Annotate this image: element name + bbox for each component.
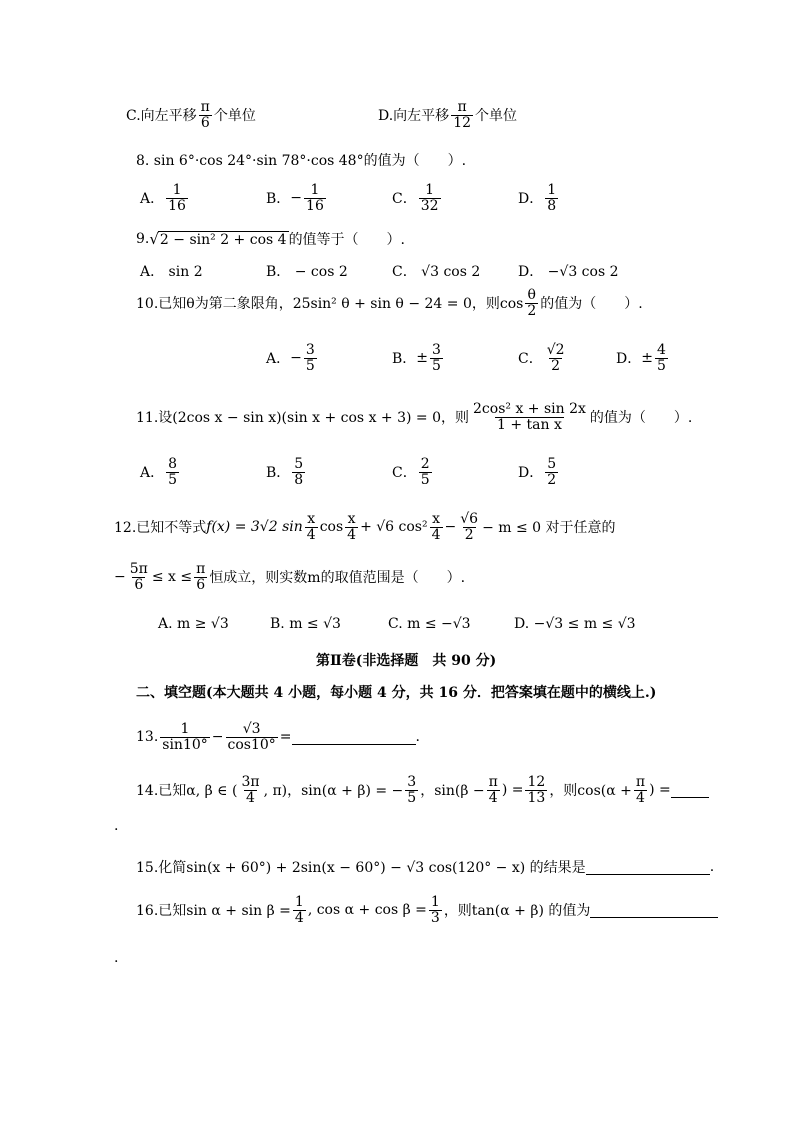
answer-blank[interactable] [590, 903, 718, 918]
fill-in-header: 二、填空题(本大题共 4 小题，每小题 4 分，共 16 分．把答案填在题中的横线上.) [136, 685, 657, 701]
q12-stem-line2: − $\frac{5\pi}{6}$ ≤ x ≤ $\frac{\pi}{6}$ 恒成立，则实数m的取值范围是（ ）. [114, 561, 466, 593]
section-title: 第Ⅱ卷(非选择题 共 90 分) [316, 653, 497, 669]
q10-option-a: A． − $\frac{3}{5}$ [266, 342, 315, 374]
q9-option-d: D． −√3 cos 2 [518, 264, 619, 280]
q14-trailing-dot: . [114, 818, 119, 834]
q11-option-c: C． $\frac{2}{5}$ [392, 456, 430, 488]
q9-option-b: B． − cos 2 [266, 264, 348, 280]
fraction: $\frac{\pi}{6}$ [200, 99, 210, 131]
answer-blank[interactable] [292, 730, 416, 745]
q7-option-c: C.向左平移 $\frac{\pi}{6}$ 个单位 [126, 99, 256, 131]
q9-option-c: C． √3 cos 2 [392, 264, 481, 280]
q8-option-c: C． $\frac{1}{32}$ [392, 182, 439, 214]
q8-stem: 8. sin 6°·cos 24°·sin 78°·cos 48°的值为（ ）. [136, 153, 467, 169]
q12-option-d: D. −√3 ≤ m ≤ √3 [514, 616, 636, 632]
q10-stem: 10.已知θ为第二象限角，25sin² θ + sin θ − 24 = 0，则cos $\frac{\theta}{2}$ 的值为（ ）. [136, 287, 643, 319]
q8-option-a: A． $\frac{1}{16}$ [140, 182, 186, 214]
q9-option-a: A． sin 2 [140, 264, 203, 280]
q7-option-d: D.向左平移 $\frac{\pi}{12}$ 个单位 [378, 99, 518, 131]
q12-option-a: A. m ≥ √3 [158, 616, 229, 632]
q16-trailing-dot: . [114, 950, 119, 966]
q9-stem: 9. √ 2 − sin² 2 + cos 4 的值等于（ ）. [136, 230, 406, 248]
q11-option-b: B． $\frac{5}{8}$ [266, 456, 304, 488]
q11-stem: 11.设(2cos x − sin x)(sin x + cos x + 3) = 0，则 $\frac{\text{2cos² x + sin 2x}}{\text{1 + tan x}}$ 的值为（ ）. [136, 401, 693, 433]
q16: 16.已知sin α + sin β = $\frac{1}{4}$ , cos α + cos β = $\frac{1}{3}$ ，则tan(α + β) 的值为 [136, 895, 718, 925]
q12-stem-line1: 12.已知不等式 f(x) = 3√2 sin $\frac{x}{4}$ cos $\frac{x}{4}$ + √6 cos² $\frac{x}{4}$ − $\frac{√6}{2}$ − m ≤ 0 对于任意的 [114, 511, 616, 543]
q15: 15.化简sin(x + 60°) + 2sin(x − 60°) − √3 cos(120° − x) 的结果是 . [136, 859, 715, 876]
q12-option-b: B. m ≤ √3 [270, 616, 341, 632]
q11-option-d: D． $\frac{5}{2}$ [518, 456, 557, 488]
q8-option-d: D． $\frac{1}{8}$ [518, 182, 557, 214]
q10-option-c: C． $\frac{√2}{2}$ [518, 342, 565, 374]
q12-option-c: C. m ≤ −√3 [388, 616, 471, 632]
q8-option-b: B． − $\frac{1}{16}$ [266, 182, 324, 214]
answer-blank[interactable] [586, 860, 710, 875]
q10-option-b: B． ± $\frac{3}{5}$ [392, 342, 441, 374]
answer-blank[interactable] [671, 783, 709, 798]
q10-option-d: D． ± $\frac{4}{5}$ [616, 342, 666, 374]
q11-option-a: A． $\frac{8}{5}$ [140, 456, 178, 488]
q14: 14.已知α, β ∈ ( $\frac{3\pi}{4}$ , π)，sin(α + β) = − $\frac{3}{5}$ ，sin(β − $\frac{\pi}{4}$ ) = $\frac{12}{13}$ ，则cos(α + $\frac{\pi}{4}$ ) = [136, 775, 709, 805]
q13: 13. $\frac{1}{\sin 10^\circ}$ − $\frac{√3}{\cos 10^\circ}$ = . [136, 721, 420, 753]
fraction: $\frac{\pi}{12}$ [453, 99, 472, 131]
